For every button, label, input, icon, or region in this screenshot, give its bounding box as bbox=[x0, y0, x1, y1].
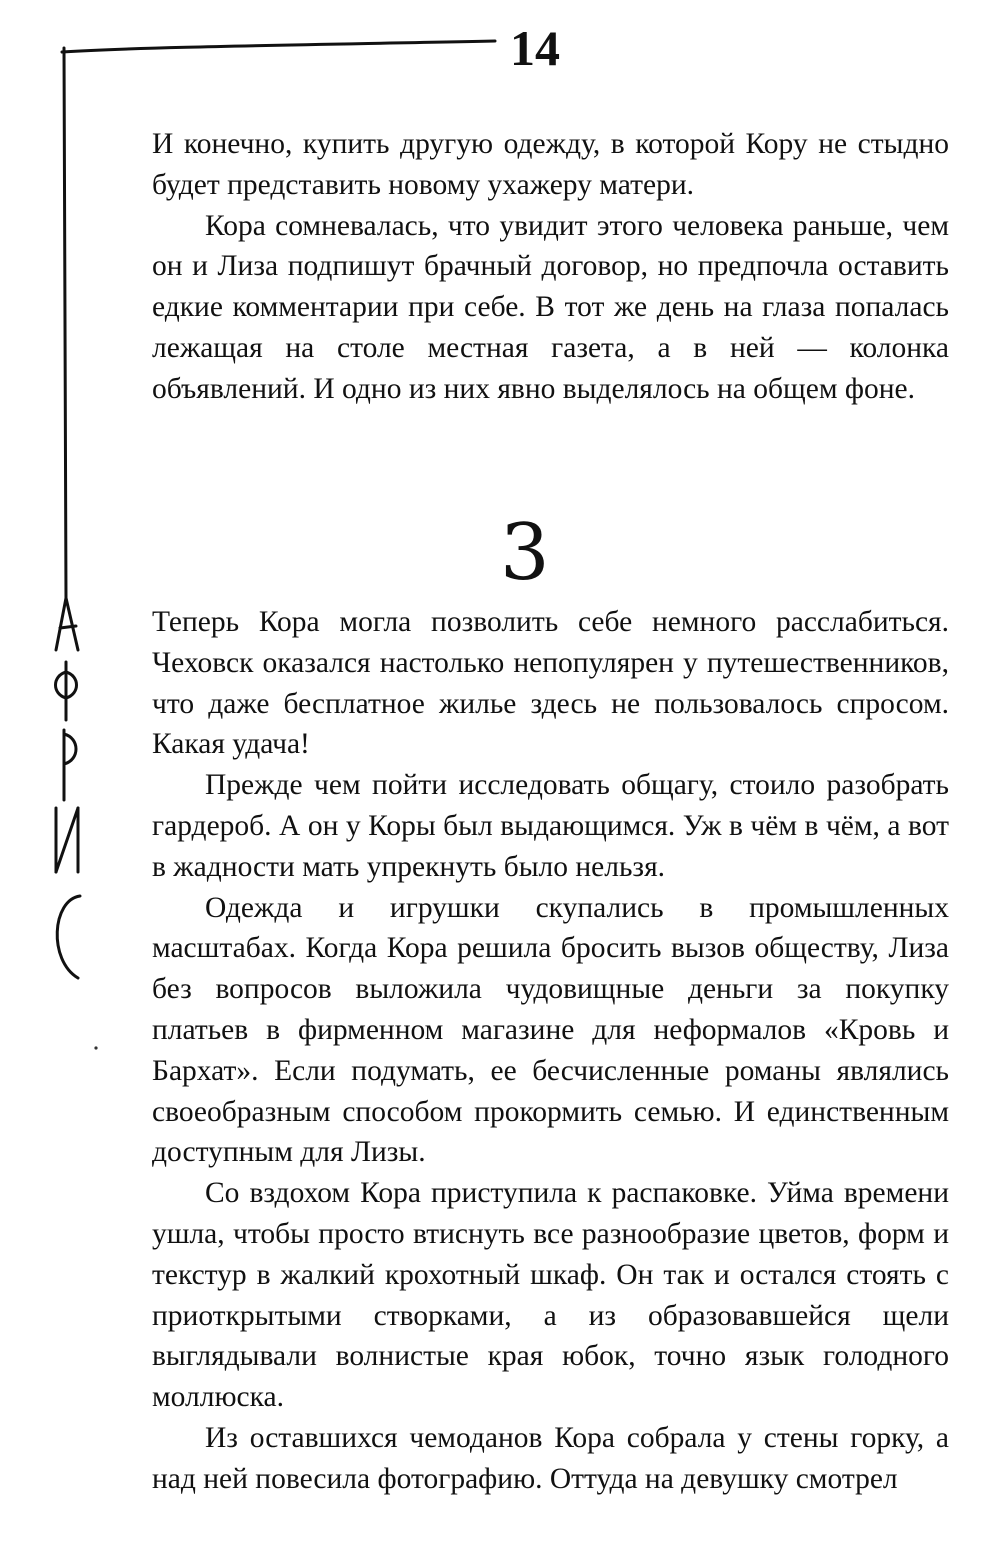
text-before-chapter bbox=[152, 124, 949, 410]
page-number: 14 bbox=[510, 20, 560, 76]
series-mark-logo bbox=[56, 598, 81, 978]
top-rule-line bbox=[62, 41, 495, 52]
paragraph: Прежде чем пойти исследовать общагу, стоило разобрать гардероб. А он у Коры был выдающимся. Уж в чём в чём, а вот в жадности мать упрекнуть было нельзя. bbox=[152, 769, 949, 883]
paragraph: Теперь Кора могла позволить себе немного расслабиться. Чеховск оказался настолько непопулярен у путешественников, что даже бесплатное жилье здесь не пользовалось спросом. Какая удача! bbox=[152, 606, 949, 761]
paragraph: Из оставшихся чемоданов Кора собрала у стены горку, а над ней повесила фотографию. Оттуда на девушку смотрел bbox=[152, 1421, 949, 1495]
paragraph: Кора сомневалась, что увидит этого человека раньше, чем он и Лиза подпишут брачный договор, но предпочла оставить едкие комментарии при себе. В тот же день на глаза попалась лежащая на столе местная газета, а в ней — колонка объявлений. И одно из них явно выделялось на общем фоне. bbox=[152, 209, 949, 405]
left-rule-line bbox=[64, 48, 66, 600]
text-after-chapter bbox=[152, 602, 949, 1500]
paragraph: Одежда и игрушки скупались в промышленных масштабах. Когда Кора решила бросить вызов обществу, Лиза без вопросов выложила чудовищные деньги за покупку платьев в фирменном магазине для неформалов «Кровь и Бархат». Если подумать, ее бесчисленные романы являлись своеобразным способом прокормить семью. И единственным доступным для Лизы. bbox=[152, 891, 949, 1169]
paragraph: И конечно, купить другую одежду, в которой Кору не стыдно будет представить новому ухажеру матери. bbox=[152, 128, 949, 201]
ornament-dot bbox=[94, 1046, 97, 1049]
chapter-number: 3 bbox=[500, 508, 550, 598]
paragraph: Со вздохом Кора приступила к распаковке. Уйма времени ушла, чтобы просто втиснуть все разнообразие цветов, форм и текстур в жалкий крохотный шкаф. Он так и остался стоять с приоткрытыми створками, а из образовавшейся щели выглядывали волнистые края юбок, точно язык голодного моллюска. bbox=[152, 1177, 949, 1414]
